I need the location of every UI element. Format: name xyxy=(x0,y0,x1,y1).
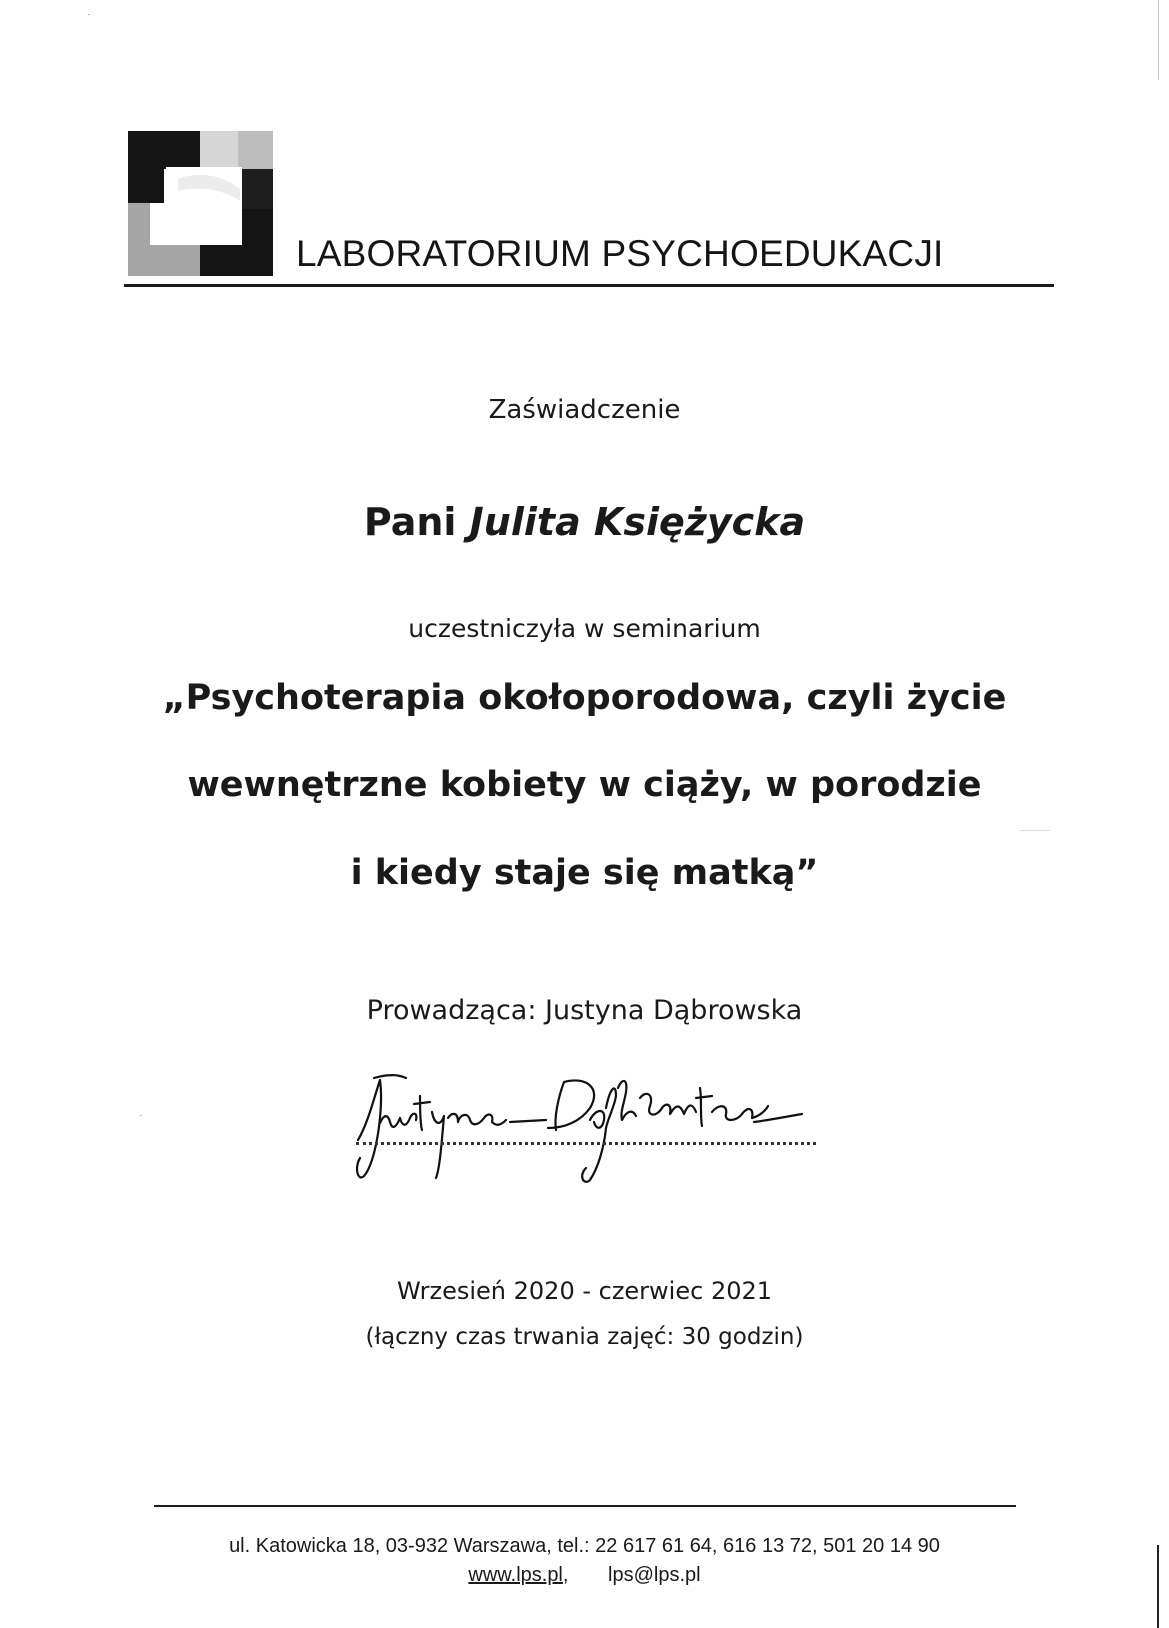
instructor: Prowadząca: Justyna Dąbrowska xyxy=(366,995,803,1026)
footer-address: ul. Katowicka 18, 03-932 Warszawa, tel.: 22 617 61 64, 616 13 72, 501 20 14 90 xyxy=(229,1535,940,1557)
footer-contact xyxy=(0,1564,1169,1587)
course-period: Wrzesień 2020 - czerwiec 2021 xyxy=(396,1277,773,1305)
recipient-salutation: Pani xyxy=(363,500,457,544)
seminar-title-line: wewnętrzne kobiety w ciąży, w porodzie xyxy=(187,765,982,805)
scan-speck xyxy=(140,1115,142,1116)
footer-divider xyxy=(154,1505,1016,1507)
header-divider xyxy=(124,284,1054,287)
handwritten-signature-icon xyxy=(350,1068,820,1188)
scan-speck xyxy=(1020,830,1050,831)
scan-edge-top xyxy=(1158,0,1159,80)
organization-title: LABORATORIUM PSYCHOEDUKACJI xyxy=(296,233,944,274)
recipient xyxy=(0,500,1169,544)
document-type: Zaświadczenie xyxy=(488,395,681,425)
contact-separator: , xyxy=(562,1564,569,1586)
email-link[interactable]: lps@lps.pl xyxy=(608,1564,701,1586)
participation-statement: uczestniczyła w seminarium xyxy=(408,614,761,643)
course-duration: (łączny czas trwania zajęć: 30 godzin) xyxy=(365,1324,804,1350)
laboratorium-psychoedukacji-logo-icon xyxy=(128,131,273,276)
seminar-title-line: i kiedy staje się matką” xyxy=(350,853,819,893)
recipient-name: Julita Księżycka xyxy=(469,500,806,544)
website-link[interactable]: www.lps.pl xyxy=(468,1564,563,1586)
scan-speck xyxy=(88,14,90,15)
seminar-title-line: „Psychoterapia okołoporodowa, czyli życie xyxy=(162,678,1007,718)
signature-line xyxy=(356,1142,816,1145)
